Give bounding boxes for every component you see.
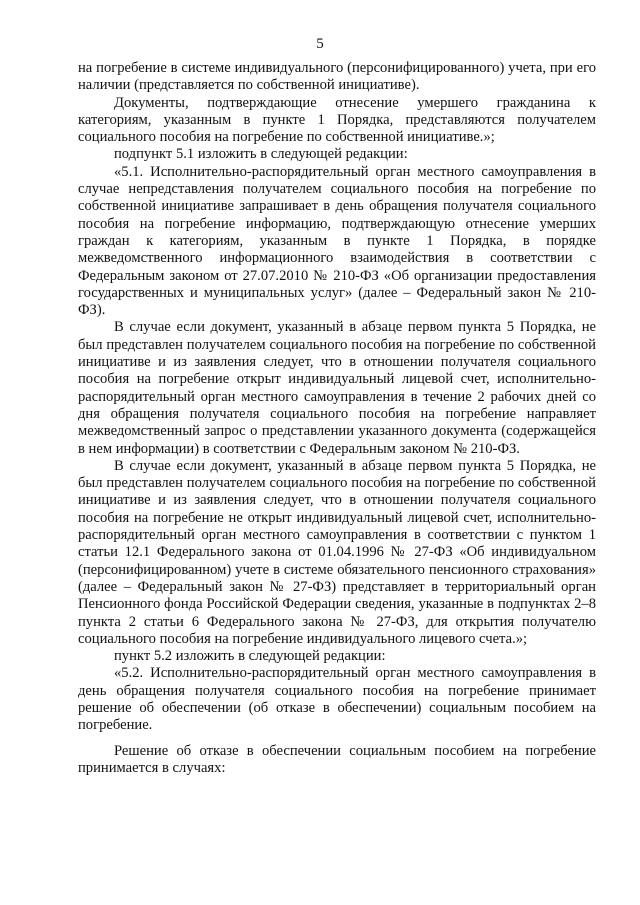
paragraph-continuation: на погребение в системе индивидуального (персонифицированного) учета, при его наличии (представляется по собственной инициативе). xyxy=(78,60,596,94)
paragraph-refusal-cases: Решение об отказе в обеспечении социальным пособием на погребение принимается в случаях: xyxy=(78,742,596,776)
paragraph-5-2: «5.2. Исполнительно-распорядительный орган местного самоуправления в день обращения получателя социального пособия на погребение принимает решение об обеспечении (об отказе в обеспечении) социальным пособием на погребение. xyxy=(78,665,596,734)
paragraph-supporting-documents: Документы, подтверждающие отнесение умершего гражданина к категориям, указанным в пункте 1 Порядка, представляются получателем социального пособия на погребение по собственной инициативе.»; xyxy=(78,94,596,146)
page-number: 5 xyxy=(316,36,324,52)
paragraph-account-open: В случае если документ, указанный в абзаце первом пункта 5 Порядка, не был представлен получателем социального пособия на погребение по собственной инициативе и из заявления следует, что в отношении получателя социального пособия на погребение открыт индивидуальный лицевой счет, исполнительно-распорядительный орган местного самоуправления в течение 2 рабочих дней со дня обращения получателя социального пособия на погребение направляет межведомственный запрос о представлении указанного документа (содержащейся в нем информации) в соответствии с Федеральным законом № 210-ФЗ. xyxy=(78,319,596,457)
paragraph-5-1: «5.1. Исполнительно-распорядительный орган местного самоуправления в случае непредставления получателем социального пособия на погребение по собственной инициативе запрашивает в день обращения получателя социального пособия на погребение информацию, подтверждающую отнесение умерших граждан к категориям, указанным в пункте 1 Порядка, в порядке межведомственного информационного взаимодействия в соответствии с Федеральным законом от 27.07.2010 № 210-ФЗ «Об организации предоставления государственных и муниципальных услуг» (далее – Федеральный закон № 210-ФЗ). xyxy=(78,163,596,319)
paragraph-amendment-5-2-intro: пункт 5.2 изложить в следующей редакции: xyxy=(114,648,386,665)
paragraph-account-not-open: В случае если документ, указанный в абзаце первом пункта 5 Порядка, не был представлен получателем социального пособия на погребение по собственной инициативе и из заявления следует, что в отношении получателя социального пособия на погребение не открыт индивидуальный лицевой счет, исполнительно-распорядительный орган местного самоуправления в соответствии с пунктом 1 статьи 12.1 Федерального закона от 01.04.1996 № 27-ФЗ «Об индивидуальном (персонифицированном) учете в системе обязательного пенсионного страхования» (далее – Федеральный закон № 27-ФЗ) представляет в территориальный орган Пенсионного фонда Российской Федерации сведения, указанные в подпунктах 2–8 пункта 2 статьи 6 Федерального закона № 27-ФЗ, для открытия получателю социального пособия на погребение индивидуального лицевого счета.»; xyxy=(78,457,596,647)
document-body xyxy=(78,60,596,777)
paragraph-amendment-5-1-intro: подпункт 5.1 изложить в следующей редакции: xyxy=(114,146,408,163)
